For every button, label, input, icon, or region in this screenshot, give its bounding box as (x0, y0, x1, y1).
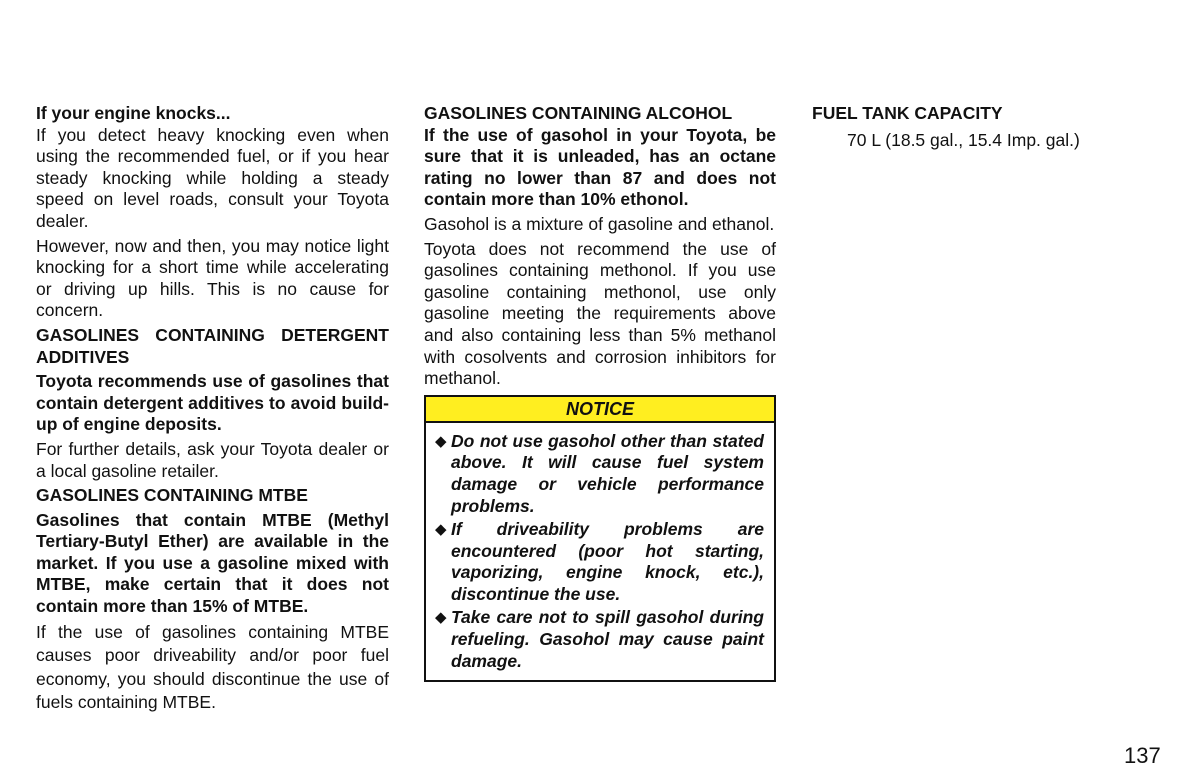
notice-item (435, 519, 764, 605)
detergent-bold-paragraph: Toyota recommends use of gasolines that contain detergent additives to avoid build-up of engine deposits. (36, 371, 389, 435)
knock-heading: If your engine knocks... (36, 103, 231, 123)
notice-item-text: Take care not to spill gasohol during refueling. Gasohol may cause paint damage. (451, 607, 764, 671)
knock-paragraph-2: However, now and then, you may notice light knocking for a short time while accelerating or driving up hills. This is no cause for concern. (36, 235, 389, 321)
mtbe-heading: GASOLINES CONTAINING MTBE (36, 485, 308, 506)
notice-item (435, 431, 764, 517)
detergent-paragraph: For further details, ask your Toyota dealer or a local gasoline retailer. (36, 438, 389, 481)
column-middle (424, 103, 776, 682)
notice-item (435, 607, 764, 672)
column-left (36, 103, 389, 715)
capacity-value: 70 L (18.5 gal., 15.4 Imp. gal.) (847, 129, 1080, 150)
column-right (812, 103, 1152, 151)
notice-box (424, 395, 776, 683)
notice-body (426, 423, 774, 681)
diamond-bullet-icon: ◆ (435, 521, 447, 539)
diamond-bullet-icon: ◆ (435, 432, 447, 450)
alcohol-paragraph-2: Toyota does not recommend the use of gasolines containing methonol. If you use gasoline containing methonol, use only gasoline meeting the requirements above and also containing less than 5% methanol with cosolvents and corrosion inhibitors for methanol. (424, 238, 776, 389)
notice-title: NOTICE (426, 397, 774, 423)
mtbe-bold-paragraph: Gasolines that contain MTBE (Methyl Tertiary-Butyl Ether) are available in the market. If you use a gasoline mixed with MTBE, make certain that it does not contain more than 15% of MTBE. (36, 509, 389, 617)
alcohol-paragraph-1: Gasohol is a mixture of gasoline and ethanol. (424, 213, 775, 234)
notice-item-text: If driveability problems are encountered (poor hot starting, vaporizing, engine knock, etc.), discontinue the use. (451, 519, 764, 604)
alcohol-heading: GASOLINES CONTAINING ALCOHOL (424, 103, 733, 123)
capacity-heading: FUEL TANK CAPACITY (812, 103, 1003, 123)
page-number: 137 (1124, 743, 1161, 768)
detergent-heading: GASOLINES CONTAINING DETERGENT ADDITIVES (36, 324, 389, 367)
knock-paragraph-1: If you detect heavy knocking even when using the recommended fuel, or if you hear steady knocking while holding a steady speed on level roads, consult your Toyota dealer. (36, 124, 389, 231)
alcohol-bold-paragraph: If the use of gasohol in your Toyota, be sure that it is unleaded, has an octane rating no lower than 87 and does not contain more than 10% ethonol. (424, 124, 776, 210)
diamond-bullet-icon: ◆ (435, 609, 447, 627)
mtbe-paragraph: If the use of gasolines containing MTBE causes poor driveability and/or poor fuel economy, you should discontinue the use of fuels containing MTBE. (36, 621, 389, 713)
notice-item-text: Do not use gasohol other than stated above. It will cause fuel system damage or vehicle performance problems. (451, 430, 764, 516)
